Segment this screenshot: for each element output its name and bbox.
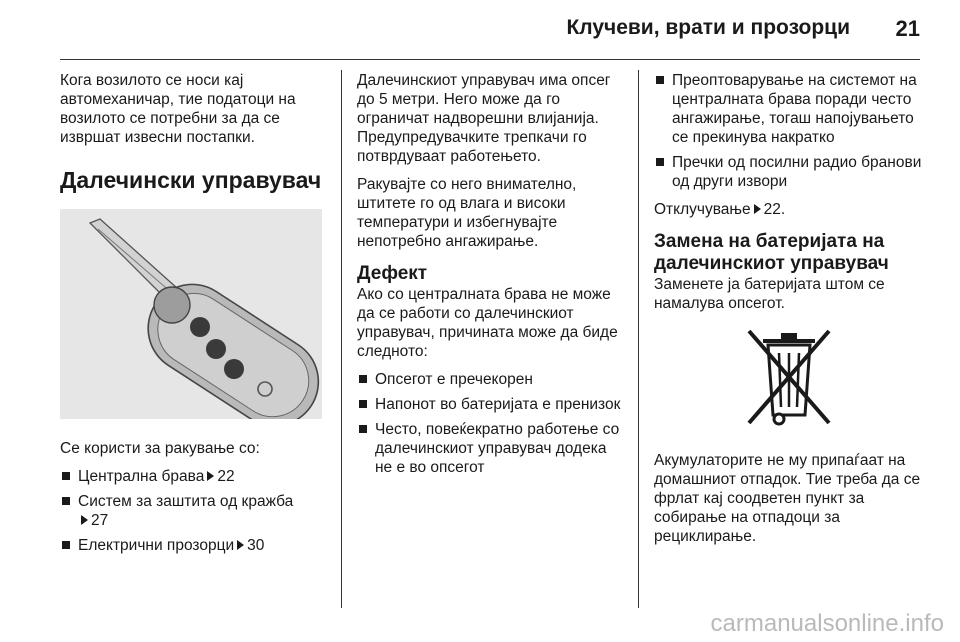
column-2 [357,71,627,486]
fault-paragraph: Ако со централната брава не може да се работи со далечинскиот управувач, причината може да биде следното: [357,286,618,360]
used-for-list [60,467,328,555]
list-item: Опсегот е пречекорен [357,370,627,389]
fault-list [357,370,627,477]
list-item: Преоптоварување на системот на централната брава поради често ангажирање, тогаш напојувањето се прекинува накратко [654,71,924,147]
fault-list-continued [654,71,924,191]
crossed-bin-icon [739,325,839,429]
unlocking-reference: Отклучување 22. [654,201,786,218]
disposal-paragraph: Акумулаторите не му припаѓаат на домашниот отпадок. Тие треба да се фрлат кај соодветен пункт за собирање на отпадоци за рециклирање. [654,452,921,545]
battery-paragraph: Заменете ја батеријата штом се намалува опсегот. [654,276,885,312]
column-divider-1 [341,70,342,608]
list-item: Пречки од посилни радио бранови од други извори [654,153,924,191]
arrow-ref-icon [81,515,88,525]
page-header-title: Клучеви, врати и прозорци [566,16,850,39]
list-item: Централна брава 22 [60,467,328,486]
list-item: Систем за заштита од кражба 27 [60,492,328,530]
arrow-ref-icon [237,540,244,550]
used-for-text: Се користи за ракување со: [60,440,260,457]
list-item: Напонот во батеријата е пренизок [357,395,627,414]
column-1 [60,71,328,564]
watermark: carmanualsonline.info [710,610,944,637]
key-fob-illustration [60,209,322,419]
page-number: 21 [895,16,920,41]
list-item: Често, повеќекратно работење со далечинскиот управувач додека не е во опсегот [357,420,627,477]
section-heading-remote: Далечински управувач [60,167,322,193]
list-item: Електрични прозорци 30 [60,536,328,555]
arrow-ref-icon [754,204,761,214]
column-3 [654,71,924,555]
range-paragraph: Далечинскиот управувач има опсег до 5 метри. Него може да го ограничат надворешни влијанија. Предупредувачките трепкачи го потврдуваат работењето. [357,72,611,165]
section-heading-battery: Замена на батеријата на далечинскиот управувач [654,231,889,274]
handling-paragraph: Ракувајте со него внимателно, штитете го од влага и високи температури и избегнувајте непотребно ангажирање. [357,176,577,250]
section-heading-fault: Дефект [357,263,428,284]
intro-paragraph: Кога возилото се носи кај автомеханичар, тие податоци на возилото се потребни за да се извршат извесни постапки. [60,72,296,146]
arrow-ref-icon [207,471,214,481]
header-rule [60,59,920,60]
column-divider-2 [638,70,639,608]
